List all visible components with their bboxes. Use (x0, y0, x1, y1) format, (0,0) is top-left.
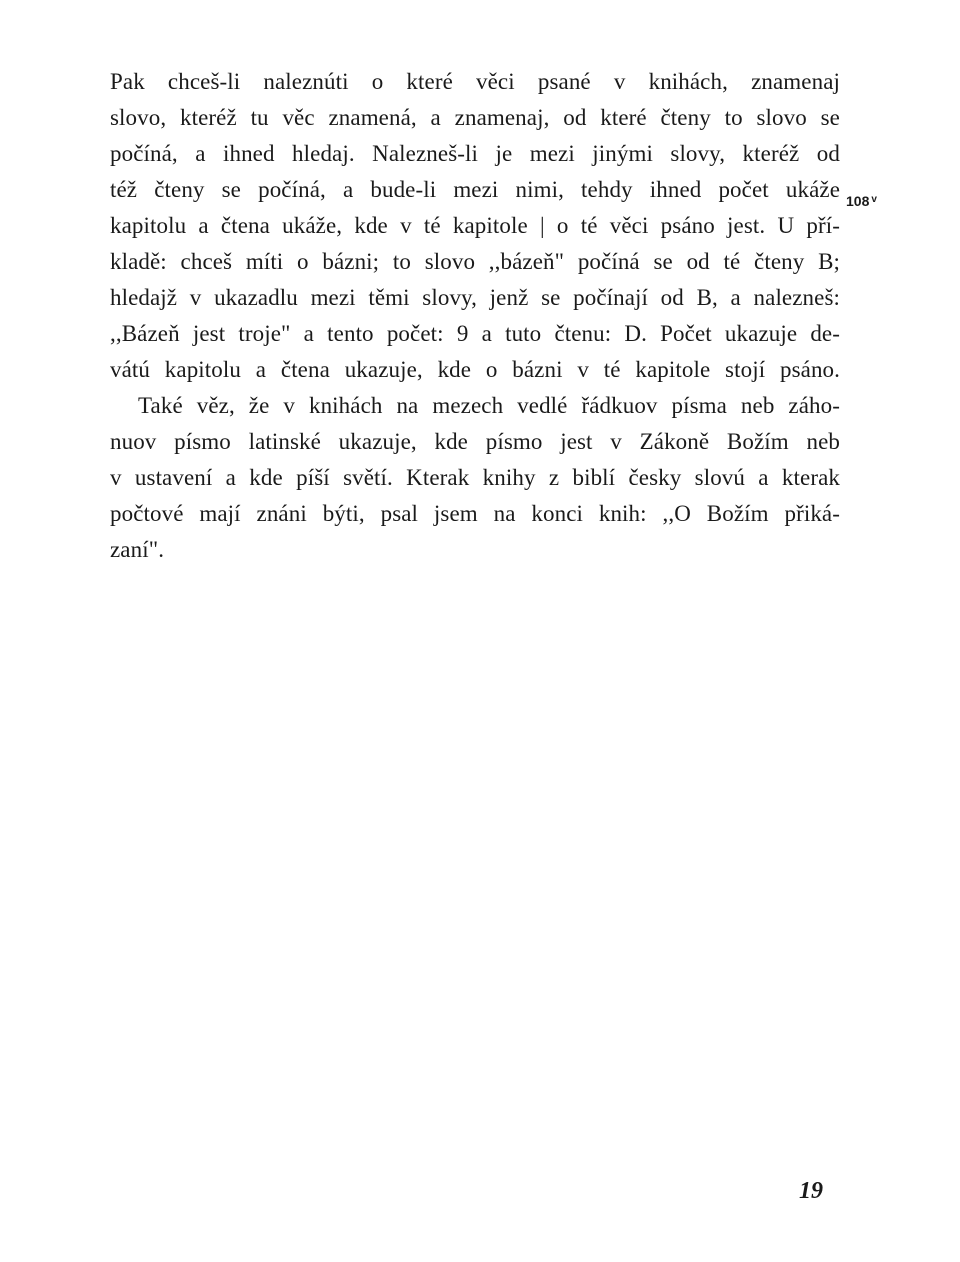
text-line: počíná, a ihned hledaj. Nalezneš-li je mezi jinými slovy, kteréž od (110, 141, 840, 166)
text-line: nuov písmo latinské ukazuje, kde písmo jest v Zákoně Božím neb (110, 429, 840, 454)
text-line: ,,Bázeň jest troje" a tento počet: 9 a tuto čtenu: D. Počet ukazuje de- (110, 321, 840, 346)
text-line: zaní". (110, 537, 165, 562)
text-line: slovo, kteréž tu věc znamená, a znamenaj, od které čteny to slovo se (110, 105, 840, 130)
text-line: Také věz, že v knihách na mezech vedlé řádkuov písma neb záho- (138, 393, 840, 418)
text-line: též čteny se počíná, a bude-li mezi nimi, tehdy ihned počet ukáže (110, 177, 840, 202)
text-line: v ustavení a kde píší světí. Kterak knihy z biblí česky slovú a kterak (110, 465, 840, 490)
text-line: počtové mají znáni býti, psal jsem na konci knih: ,,O Božím přiká- (110, 501, 840, 526)
text-line: vátú kapitolu a čtena ukazuje, kde o bázni v té kapitole stojí psáno. (110, 357, 840, 382)
folio-number: 108 (846, 193, 870, 209)
page-number: 19 (799, 1178, 823, 1204)
marginal-folio-note (846, 191, 877, 210)
paragraph-1 (110, 64, 840, 388)
paragraph-2 (110, 388, 840, 568)
text-line: kladě: chceš míti o bázni; to slovo ,,bázeň" počíná se od té čteny B; (110, 249, 840, 274)
text-line: kapitolu a čtena ukáže, kde v té kapitole | o té věci psáno jest. U pří- (110, 213, 840, 238)
folio-side: v (871, 194, 877, 205)
body-text (110, 64, 840, 568)
text-line: Pak chceš-li naleznúti o které věci psané v knihách, znamenaj (110, 69, 840, 94)
text-line: hledajž v ukazadlu mezi těmi slovy, jenž se počínají od B, a nalezneš: (110, 285, 840, 310)
